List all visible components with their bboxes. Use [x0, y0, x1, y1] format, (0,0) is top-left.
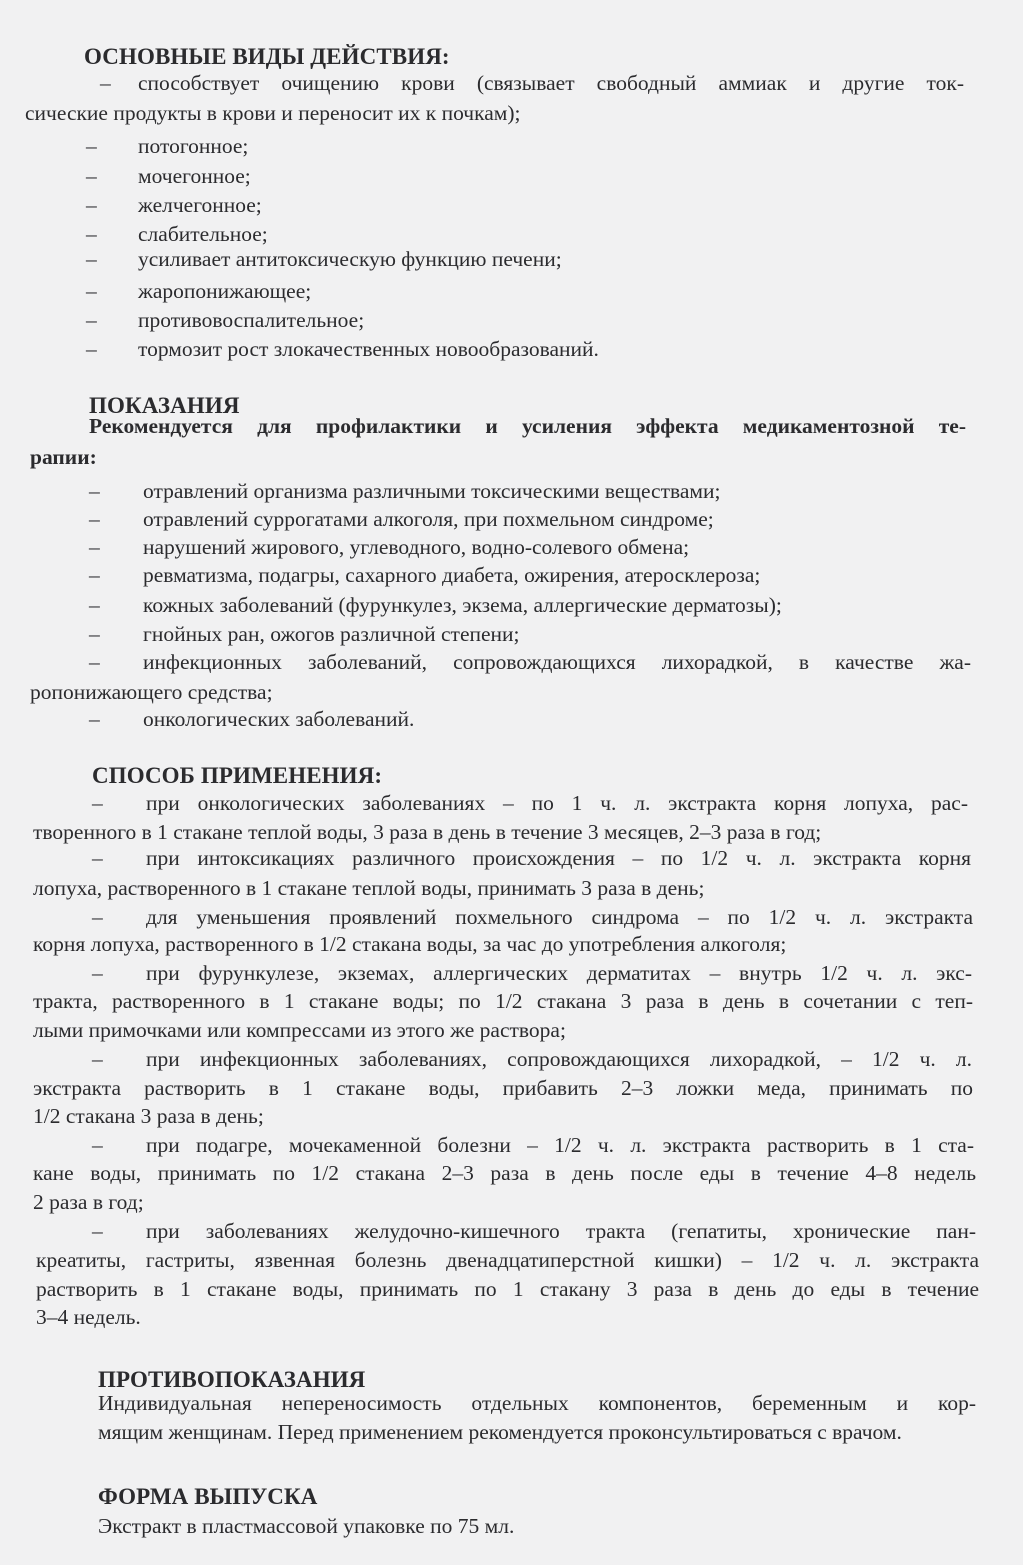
- list-dash: –: [86, 337, 97, 361]
- usage-item-5-line-2: экстракта растворить в 1 стакане воды, прибавить 2–3 ложки меда, принимать по: [33, 1076, 973, 1100]
- indications-item-4: ревматизма, подагры, сахарного диабета, ожирения, атеросклероза;: [143, 563, 761, 587]
- actions-item-6: усиливает антитоксическую функцию печени;: [138, 247, 562, 271]
- usage-item-7-line-4: 3–4 недель.: [36, 1305, 141, 1329]
- indications-heading: ПОКАЗАНИЯ: [89, 393, 240, 418]
- actions-item-9: тормозит рост злокачественных новообразований.: [138, 337, 599, 361]
- indications-item-7-line-1: инфекционных заболеваний, сопровождающихся лихорадкой, в качестве жа-: [143, 650, 971, 674]
- list-dash: –: [89, 563, 100, 587]
- list-dash: –: [89, 622, 100, 646]
- list-dash: –: [86, 308, 97, 332]
- actions-item-7: жаропонижающее;: [138, 279, 312, 303]
- release-form-text: Экстракт в пластмассовой упаковке по 75 мл.: [98, 1514, 515, 1538]
- usage-item-5-line-3: 1/2 стакана 3 раза в день;: [33, 1104, 264, 1128]
- actions-item-8: противовоспалительное;: [138, 308, 365, 332]
- usage-item-3-line-2: корня лопуха, растворенного в 1/2 стакана воды, за час до употребления алкоголя;: [33, 932, 787, 956]
- list-dash: –: [92, 846, 103, 870]
- contraindications-heading: ПРОТИВОПОКАЗАНИЯ: [98, 1367, 366, 1392]
- list-dash: –: [86, 193, 97, 217]
- usage-heading: СПОСОБ ПРИМЕНЕНИЯ:: [92, 763, 383, 788]
- actions-heading: ОСНОВНЫЕ ВИДЫ ДЕЙСТВИЯ:: [84, 44, 450, 69]
- actions-item-1-line-1: способствует очищению крови (связывает свободный аммиак и другие ток-: [138, 71, 964, 95]
- indications-item-3: нарушений жирового, углеводного, водно-солевого обмена;: [143, 535, 690, 559]
- usage-item-7-line-3: растворить в 1 стакане воды, принимать по 1 стакану 3 раза в день до еды в течение: [36, 1277, 979, 1301]
- indications-intro-line-2: рапии:: [30, 445, 97, 469]
- indications-item-1: отравлений организма различными токсическими веществами;: [143, 479, 721, 503]
- usage-item-6-line-2: кане воды, принимать по 1/2 стакана 2–3 раза в день после еды в течение 4–8 недель: [33, 1161, 976, 1185]
- usage-item-5-line-1: при инфекционных заболеваниях, сопровождающихся лихорадкой, – 1/2 ч. л.: [146, 1047, 972, 1071]
- usage-item-4-line-2: тракта, растворенного в 1 стакане воды; по 1/2 стакана 3 раза в день в сочетании с теп-: [33, 989, 973, 1013]
- list-dash: –: [89, 479, 100, 503]
- indications-item-6: гнойных ран, ожогов различной степени;: [143, 622, 520, 646]
- usage-item-4-line-3: лыми примочками или компрессами из этого же раствора;: [33, 1018, 566, 1042]
- list-dash: –: [86, 247, 97, 271]
- contraindications-line-1: Индивидуальная непереносимость отдельных компонентов, беременным и кор-: [98, 1391, 976, 1415]
- list-dash: –: [89, 650, 100, 674]
- usage-item-6-line-1: при подагре, мочекаменной болезни – 1/2 ч. л. экстракта растворить в 1 ста-: [146, 1133, 974, 1157]
- indications-item-8: онкологических заболеваний.: [143, 707, 415, 731]
- indications-item-7-line-2: ропонижающего средства;: [30, 680, 273, 704]
- list-dash: –: [86, 222, 97, 246]
- usage-item-4-line-1: при фурункулезе, экземах, аллергических дерматитах – внутрь 1/2 ч. л. экс-: [146, 961, 972, 985]
- list-dash: –: [89, 707, 100, 731]
- list-dash: –: [92, 905, 103, 929]
- list-dash: –: [89, 507, 100, 531]
- actions-item-2: потогонное;: [138, 134, 249, 158]
- list-dash: –: [92, 961, 103, 985]
- usage-item-2-line-1: при интоксикациях различного происхождения – по 1/2 ч. л. экстракта корня: [146, 846, 971, 870]
- usage-item-7-line-2: креатиты, гастриты, язвенная болезнь двенадцатиперстной кишки) – 1/2 ч. л. экстракта: [36, 1248, 979, 1272]
- list-dash: –: [89, 593, 100, 617]
- list-dash: –: [100, 71, 111, 95]
- contraindications-line-2: мящим женщинам. Перед применением рекомендуется проконсультироваться с врачом.: [98, 1420, 902, 1444]
- list-dash: –: [86, 134, 97, 158]
- usage-item-6-line-3: 2 раза в год;: [33, 1190, 144, 1214]
- actions-item-1-line-2: сические продукты в крови и переносит их к почкам);: [25, 101, 521, 125]
- actions-item-4: желчегонное;: [138, 193, 262, 217]
- usage-item-7-line-1: при заболеваниях желудочно-кишечного тракта (гепатиты, хронические пан-: [146, 1219, 976, 1243]
- usage-item-1-line-2: творенного в 1 стакане теплой воды, 3 раза в день в течение 3 месяцев, 2–3 раза в год;: [33, 820, 822, 844]
- release-form-heading: ФОРМА ВЫПУСКА: [98, 1484, 318, 1509]
- indications-intro-line-1: Рекомендуется для профилактики и усиления эффекта медикаментозной те-: [89, 414, 966, 438]
- list-dash: –: [86, 164, 97, 188]
- actions-item-5: слабительное;: [138, 222, 268, 246]
- list-dash: –: [92, 1133, 103, 1157]
- usage-item-1-line-1: при онкологических заболеваниях – по 1 ч. л. экстракта корня лопуха, рас-: [146, 791, 968, 815]
- actions-item-3: мочегонное;: [138, 164, 251, 188]
- indications-item-2: отравлений суррогатами алкоголя, при похмельном синдроме;: [143, 507, 714, 531]
- usage-item-2-line-2: лопуха, растворенного в 1 стакане теплой воды, принимать 3 раза в день;: [33, 876, 705, 900]
- usage-item-3-line-1: для уменьшения проявлений похмельного синдрома – по 1/2 ч. л. экстракта: [146, 905, 973, 929]
- list-dash: –: [86, 279, 97, 303]
- list-dash: –: [92, 1219, 103, 1243]
- list-dash: –: [89, 535, 100, 559]
- list-dash: –: [92, 791, 103, 815]
- list-dash: –: [92, 1047, 103, 1071]
- indications-item-5: кожных заболеваний (фурункулез, экзема, аллергические дерматозы);: [143, 593, 782, 617]
